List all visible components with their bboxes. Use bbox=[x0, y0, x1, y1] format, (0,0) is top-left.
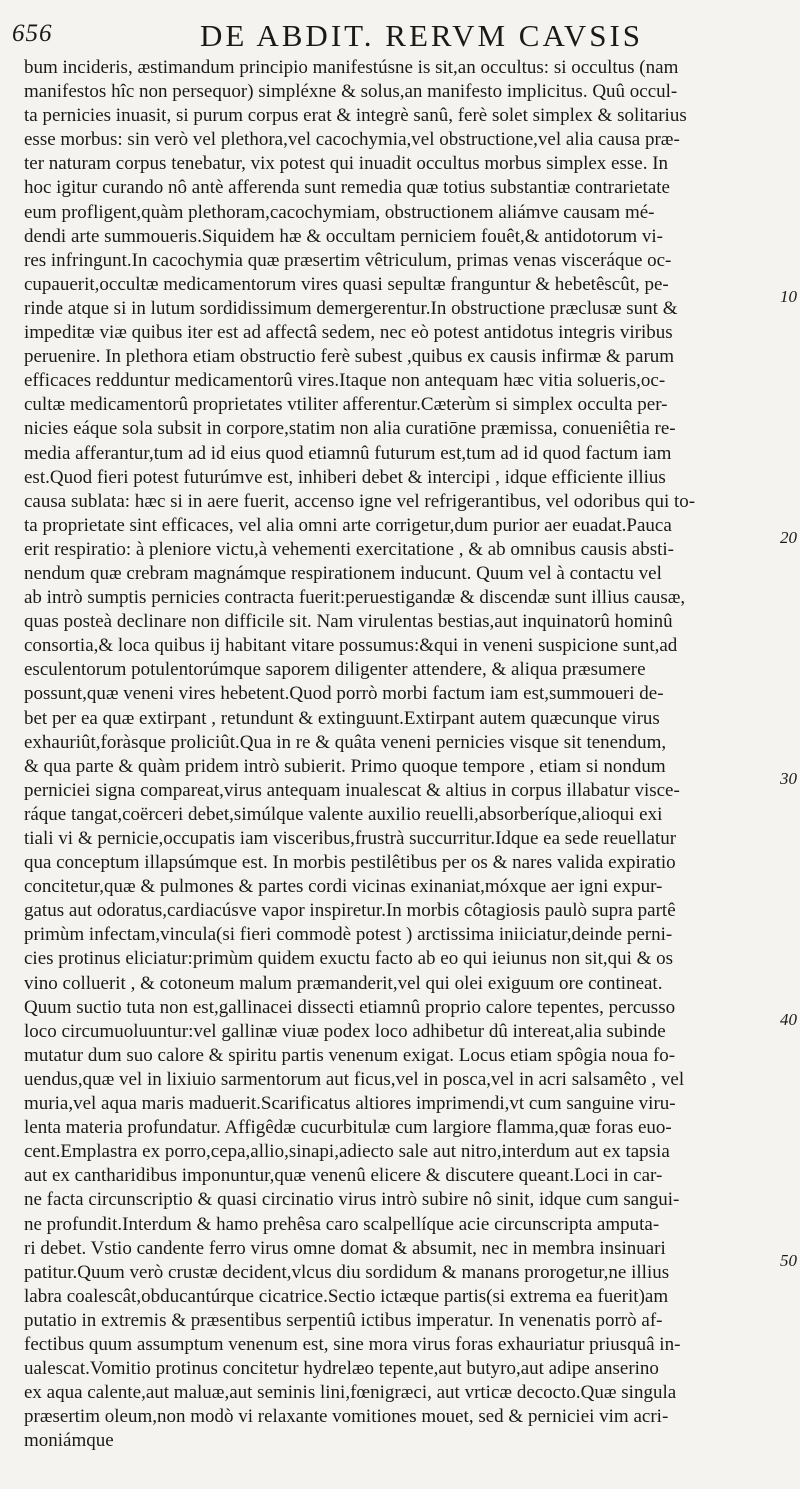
text-line: tiali vi & pernicie,occupatis iam visceribus,frustrà succurritur.Idque ea sede reuellatur bbox=[24, 828, 677, 849]
page-number: 656 bbox=[12, 20, 53, 47]
text-line: concitetur,quæ & pulmones & partes cordi vicinas exinaniat,móxque aer igni expur- bbox=[24, 876, 663, 898]
text-line: nendum quæ crebram magnámque respirationem inducunt. Quum vel à contactu vel bbox=[24, 562, 662, 584]
text-line: Quum suctio tuta non est,gallinacei dissecti etiamnû proprio calore tepentes, percusso bbox=[24, 996, 676, 1018]
text-line: qua conceptum illapsúmque est. In morbis pestilêtibus per os & nares valida expiratio bbox=[24, 852, 676, 874]
text-line: bet per ea quæ extirpant , retundunt & extinguunt.Extirpant autem quæcunque virus bbox=[24, 707, 660, 729]
margin-line-number: 10 bbox=[780, 287, 797, 306]
text-line: esculentorum potulentorúmque saporem diligenter attendere, & aliqua præsumere bbox=[24, 659, 646, 681]
margin-line-number: 30 bbox=[780, 769, 797, 788]
text-line: rinde atque si in lutum sordidissimum demergerentur.In obstructione præclusæ sunt & bbox=[24, 297, 678, 319]
text-line: est.Quod fieri potest futurúmve est, inhiberi debet & intercipi , idque efficiente illius bbox=[24, 466, 666, 488]
text-line: dendi arte summoueris.Siquidem hæ & occultam perniciem fouêt,& antidotorum vi- bbox=[24, 225, 664, 247]
text-block bbox=[24, 56, 766, 1453]
text-line: labra coalescât,obducantúrque cicatrice.Sectio ictæque partis(si extrema ea fuerit)am bbox=[24, 1285, 669, 1307]
text-line: ex aqua calente,aut maluæ,aut seminis lini,fœnigræci, aut vrticæ decocto.Quæ singula bbox=[24, 1382, 677, 1404]
running-head: DE ABDIT. RERVM CAVSIS bbox=[200, 18, 644, 53]
text-line: ta proprietate sint efficaces, vel alia omni arte corrigetur,dum purior aer euadat.Pauca bbox=[24, 514, 672, 536]
text-line: erit respiratio: à pleniore victu,à vehementi exercitatione , & ab omnibus causis absti- bbox=[24, 538, 675, 560]
margin-line-number: 50 bbox=[780, 1251, 797, 1270]
text-line: exhauriût,foràsque proliciût.Qua in re & quâta veneni pernicies visque sit tenendum, bbox=[24, 731, 667, 753]
text-line: gatus aut odoratus,cardiacúsve vapor inspiretur.In morbis côtagiosis paulò supra partê bbox=[24, 900, 676, 922]
text-line: fectibus quum assumptum venenum est, sine mora virus foras exhauriatur priusquâ in- bbox=[24, 1333, 681, 1355]
text-line: media afferantur,tum ad id eius quod etiamnû futurum est,tum ad id quod factum iam bbox=[24, 442, 672, 464]
text-line: esse morbus: sin verò vel plethora,vel cacochymia,vel obstructione,vel alia causa præ- bbox=[24, 129, 680, 151]
text-line: ri debet. Vstio candente ferro virus omne domat & absumit, nec in membra insinuari bbox=[24, 1237, 666, 1259]
text-line: cupauerit,occultæ medicamentorum vires quasi sepultæ franguntur & hebetêscût, pe- bbox=[24, 273, 669, 295]
text-line: lenta materia profundatur. Affigêdæ cucurbitulæ cum largiore flamma,quæ foras euo- bbox=[24, 1117, 672, 1139]
text-line: bum incideris, æstimandum principio manifestúsne is sit,an occultus: si occultus (nam bbox=[24, 57, 679, 78]
text-line: causa sublata: hæc si in aere fuerit, accenso igne vel refrigerantibus, vel odoribus qui to- bbox=[24, 490, 696, 512]
text-line: manifestos hîc non persequor) simpléxne & solus,an manifesto implicitus. Quû occul- bbox=[24, 81, 678, 103]
text-line: hoc igitur curando nô antè afferenda sunt remedia quæ totius substantiæ contrarietate bbox=[24, 177, 670, 199]
text-line: mutatur dum suo calore & spiritu partis venenum exigat. Locus etiam spôgia noua fo- bbox=[24, 1044, 676, 1066]
text-line: & qua parte & quàm pridem intrò subierit. Primo quoque tempore , etiam si nondum bbox=[24, 755, 666, 777]
text-line: præsertim oleum,non modò vi relaxante vomitiones mouet, sed & perniciei vim acri- bbox=[24, 1406, 669, 1428]
text-line: cent.Emplastra ex porro,cepa,allio,sinapi,adiecto sale aut nitro,interdum aut ex tapsia bbox=[24, 1141, 670, 1163]
text-line: ta pernicies inuasit, si purum corpus erat & integrè sanû, ferè solet simplex & solitarius bbox=[24, 105, 687, 127]
text-line: impeditæ viæ quibus iter est ad affectâ sedem, nec eò potest antidotus integris viribus bbox=[24, 322, 673, 344]
text-line: possunt,quæ veneni vires hebetent.Quod porrò morbi factum iam est,summoueri de- bbox=[24, 683, 664, 705]
text-line: ne profundit.Interdum & hamo prehêsa caro scalpellíque acie circunscripta amputa- bbox=[24, 1213, 660, 1235]
text-line: cultæ medicamentorû proprietates vtiliter afferentur.Cæterùm si simplex occulta per- bbox=[24, 394, 668, 416]
text-line: loco circumuoluuntur:vel gallinæ viuæ podex loco adhibetur dû intereat,alia subinde bbox=[24, 1020, 666, 1042]
text-line: vino colluerit , & cotoneum malum præmanderit,vel qui olei exiguum ore contineat. bbox=[24, 972, 663, 994]
text-line: ualescat.Vomitio protinus concitetur hydrelæo tepente,aut butyro,aut adipe anserino bbox=[24, 1358, 659, 1380]
text-line: primùm infectam,vincula(si fieri commodè potest ) arctissima iniiciatur,deinde perni- bbox=[24, 924, 673, 946]
text-line: moniámque bbox=[24, 1430, 114, 1452]
text-line: consortia,& loca quibus ij habitant vitare possumus:&qui in veneni suspicione sunt,ad bbox=[24, 635, 678, 657]
text-line: eum profligent,quàm plethoram,cacochymiam, obstructionem aliámve causam mé- bbox=[24, 201, 655, 223]
text-line: quas posteà declinare non difficile sit. Nam virulentas bestias,aut inquinatorû hominû bbox=[24, 611, 673, 633]
text-line: peruenire. In plethora etiam obstructio ferè subest ,quibus ex causis infirmæ & parum bbox=[24, 346, 675, 368]
text-line: nicies eáque sola subsit in corpore,statim non alia curatiōne præmissa, conueniêtia re- bbox=[24, 418, 676, 440]
text-line: ab intrò sumptis pernicies contracta fuerit:peruestigandæ & discendæ sunt illius causæ, bbox=[24, 587, 686, 609]
text-line: patitur.Quum verò crustæ decident,vlcus diu sordidum & manans prorogetur,ne illius bbox=[24, 1261, 670, 1283]
text-line: ter naturam corpus tenebatur, vix potest qui inuadit occultus morbus simplex esse. In bbox=[24, 153, 669, 175]
text-line: ne facta circunscriptio & quasi circinatio virus intrò subire nô sinit, idque cum sangui- bbox=[24, 1189, 680, 1211]
margin-line-number: 40 bbox=[780, 1010, 797, 1029]
text-line: res infringunt.In cacochymia quæ præsertim vêtriculum, primas venas visceráque oc- bbox=[24, 249, 672, 271]
text-line: putatio in extremis & præsentibus serpentiû ictibus imperatur. In venenatis porrò af- bbox=[24, 1309, 663, 1331]
text-line: ráque tangat,coërceri debet,simúlque valente auxilio reuelli,absorberíque,alioqui exi bbox=[24, 803, 663, 825]
text-line: uendus,quæ vel in lixiuio sarmentorum aut ficus,vel in posca,vel in acri salsamêto , vel bbox=[24, 1068, 685, 1090]
text-line: muria,vel aqua maris maduerit.Scarificatus altiores imprimendi,vt cum sanguine viru- bbox=[24, 1093, 676, 1115]
text-line: aut ex cantharidibus imponuntur,quæ venenû elicere & discutere queant.Loci in car- bbox=[24, 1165, 663, 1187]
text-line: cies protinus eliciatur:primùm quidem exuctu facto ab eo qui ieiunus non sit,qui & os bbox=[24, 948, 674, 970]
text-line: efficaces redduntur medicamentorû vires.Itaque non antequam hæc vitia solueris,oc- bbox=[24, 370, 666, 392]
text-line: perniciei signa compareat,virus antequam inualescat & altius in corpus illabatur visce- bbox=[24, 779, 680, 801]
margin-line-number: 20 bbox=[780, 528, 797, 547]
